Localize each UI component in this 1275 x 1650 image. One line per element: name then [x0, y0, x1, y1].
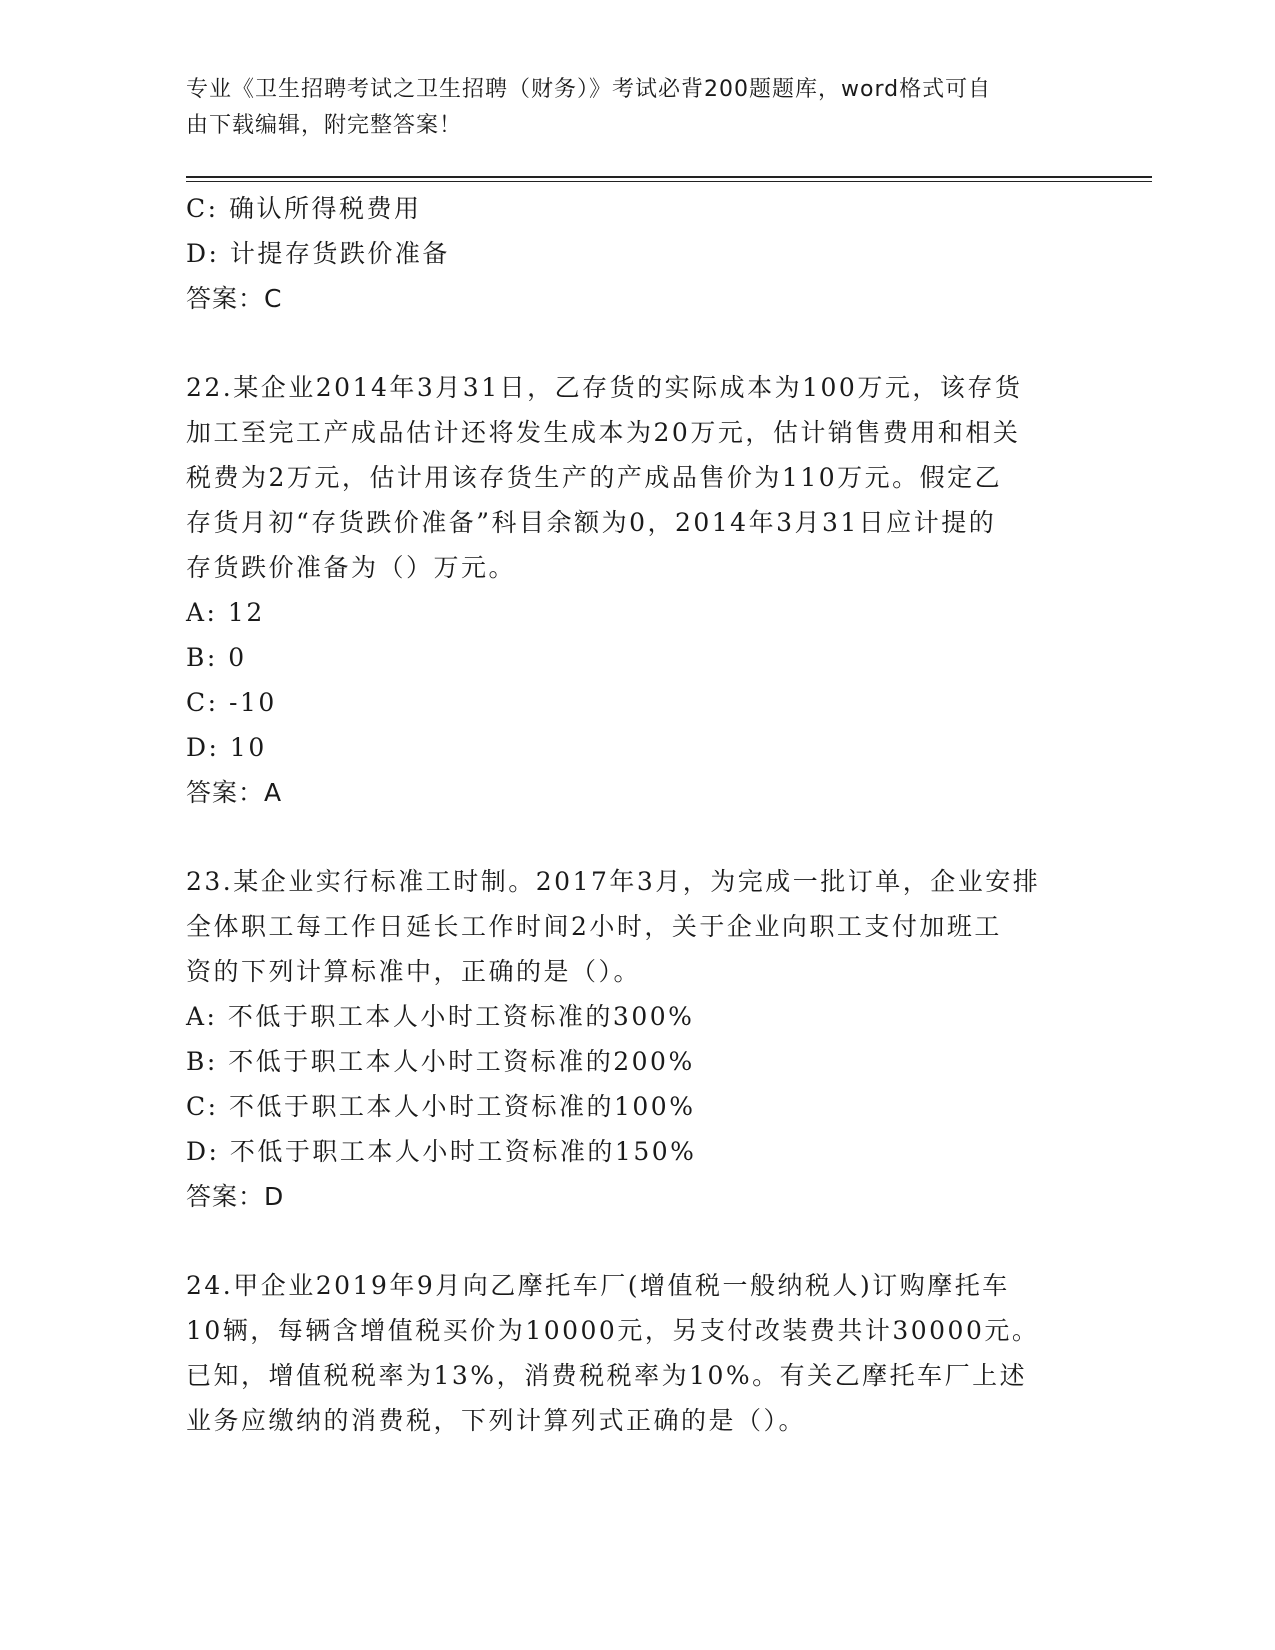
question-text-line: 业务应缴纳的消费税，下列计算列式正确的是（）。	[186, 1406, 807, 1435]
option-c: C: 不低于职工本人小时工资标准的100%	[186, 1092, 696, 1121]
option-a: A: 不低于职工本人小时工资标准的300%	[186, 1002, 695, 1031]
question-24	[186, 1263, 1076, 1443]
question-text-line: 存货跌价准备为（）万元。	[186, 553, 517, 582]
option-b: B: 不低于职工本人小时工资标准的200%	[186, 1047, 695, 1076]
question-text-line: 存货月初“存货跌价准备”科目余额为0，2014年3月31日应计提的	[186, 508, 997, 537]
header-line: 由下载编辑，附完整答案！	[186, 113, 463, 138]
option-b: B: 0	[186, 643, 247, 672]
previous-question-tail	[186, 186, 1076, 321]
option-d: D: 不低于职工本人小时工资标准的150%	[186, 1137, 697, 1166]
question-text-line: 22.某企业2014年3月31日，乙存货的实际成本为100万元，该存货	[186, 373, 1023, 402]
header-divider	[186, 176, 1152, 182]
question-text-line: 24.甲企业2019年9月向乙摩托车厂(增值税一般纳税人)订购摩托车	[186, 1271, 1010, 1300]
question-text-line: 加工至完工产成品估计还将发生成本为20万元，估计销售费用和相关	[186, 418, 1021, 447]
option-d: D: 10	[186, 733, 267, 762]
question-23	[186, 859, 1076, 1219]
answer-line: 答案：C	[186, 284, 283, 313]
page-header	[186, 72, 1066, 144]
question-text-line: 已知，增值税税率为13%，消费税税率为10%。有关乙摩托车厂上述	[186, 1361, 1028, 1390]
option-c: C: -10	[186, 688, 277, 717]
header-line: 专业《卫生招聘考试之卫生招聘（财务）》考试必背200题题库，word格式可自	[186, 77, 992, 102]
document-body	[186, 186, 1076, 1443]
question-text-line: 10辆，每辆含增值税买价为10000元，另支付改装费共计30000元。	[186, 1316, 1040, 1345]
question-text-line: 资的下列计算标准中，正确的是（）。	[186, 957, 642, 986]
option-a: A: 12	[186, 598, 265, 627]
answer-line: 答案：A	[186, 778, 283, 807]
question-22	[186, 365, 1076, 815]
option-c: C: 确认所得税费用	[186, 194, 422, 223]
question-text-line: 税费为2万元，估计用该存货生产的产成品售价为110万元。假定乙	[186, 463, 1003, 492]
question-text-line: 23.某企业实行标准工时制。2017年3月，为完成一批订单，企业安排	[186, 867, 1041, 896]
question-text-line: 全体职工每工作日延长工作时间2小时，关于企业向职工支付加班工	[186, 912, 1002, 941]
option-d: D: 计提存货跌价准备	[186, 239, 450, 268]
answer-line: 答案：D	[186, 1182, 285, 1211]
